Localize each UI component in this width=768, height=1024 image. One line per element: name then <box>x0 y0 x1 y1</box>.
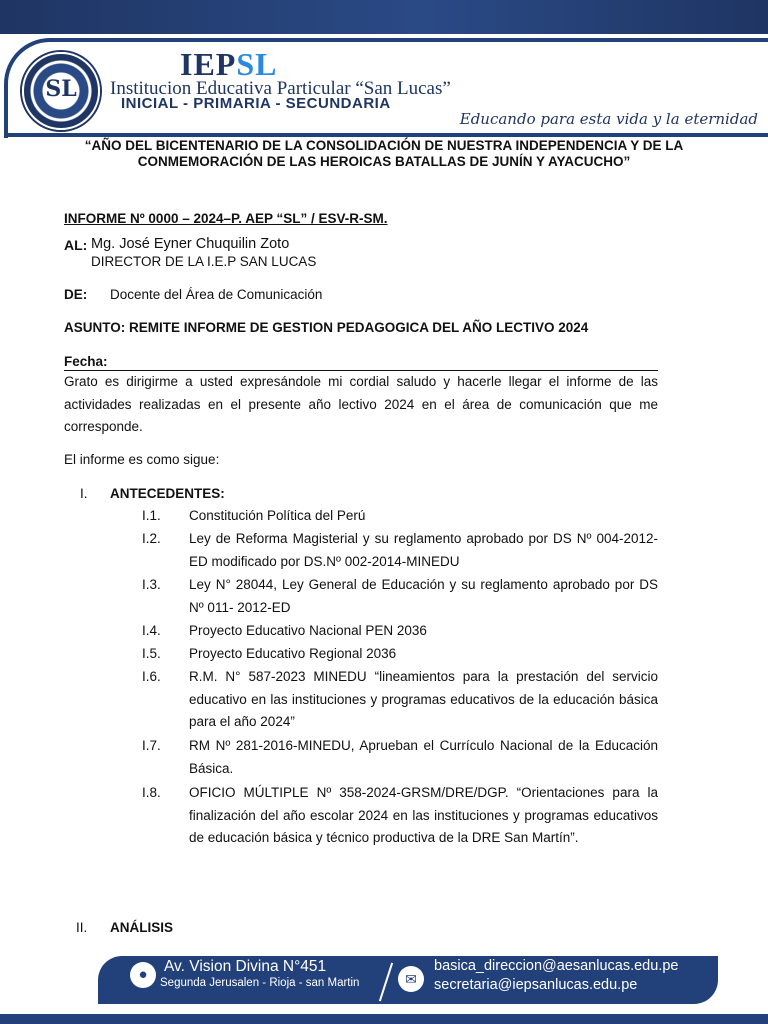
footer-email-direccion: basica_direccion@aesanlucas.edu.pe <box>434 958 679 974</box>
year-title-line1: “AÑO DEL BICENTENARIO DE LA CONSOLIDACIÓN DE NUESTRA INDEPENDENCIA Y DE LA <box>84 138 684 153</box>
informe-number: INFORME Nº 0000 – 2024–P. AEP “SL” / ESV-R-SM. <box>64 211 388 226</box>
list-item-number: I.3. <box>142 577 161 592</box>
intro-paragraph: Grato es dirigirme a usted expresándole mi cordial saludo y hacerle llegar el informe de las actividades realizadas en el presente año lectivo 2024 en el área de comunicación que me corresponde. <box>64 374 658 434</box>
list-item-number: I.5. <box>142 646 161 661</box>
list-item-number: I.1. <box>142 508 161 523</box>
school-seal-logo <box>22 52 100 130</box>
de-label: DE: <box>64 287 88 302</box>
letterhead-footer <box>0 944 768 1024</box>
brand-part1: IEP <box>180 46 237 82</box>
sigue-text: El informe es como sigue: <box>64 452 220 467</box>
letterhead-underline <box>4 133 768 137</box>
list-item-text: Constitución Política del Perú <box>189 508 366 523</box>
brand-part2: SL <box>236 46 278 82</box>
list-item-text: OFICIO MÚLTIPLE Nº 358-2024-GRSM/DRE/DGP. “Orientaciones para la finalización del año escolar 2024 en las instituciones y programas educativos de educación básica y técnico productiva de la DRE San Martín”. <box>189 785 658 845</box>
fecha-label: Fecha: <box>64 354 108 369</box>
section2-number: II. <box>76 920 88 935</box>
footer-email-secretaria: secretaria@iepsanlucas.edu.pe <box>434 977 638 993</box>
section1-title: ANTECEDENTES: <box>110 486 225 501</box>
mail-icon: ✉ <box>398 966 424 992</box>
footer-address: Av. Vision Divina N°451 <box>164 958 327 975</box>
school-motto: Educando para esta vida y la eternidad <box>459 110 758 128</box>
list-item-number: I.4. <box>142 623 161 638</box>
header-top-band <box>0 0 768 34</box>
location-pin-icon: ● <box>130 962 156 988</box>
section2-title: ANÁLISIS <box>110 920 174 935</box>
seal-monogram: SL <box>45 76 77 102</box>
al-role: DIRECTOR DE LA I.E.P SAN LUCAS <box>91 254 317 269</box>
list-item-number: I.8. <box>142 785 161 800</box>
year-title-line2: CONMEMORACIÓN DE LAS HEROICAS BATALLAS DE JUNÍN Y AYACUCHO” <box>137 154 631 169</box>
list-item-text: Ley de Reforma Magisterial y su reglamento aprobado por DS Nº 004-2012-ED modificado por DS.Nº 002-2014-MINEDU <box>189 531 658 569</box>
footer-address-line2: Segunda Jerusalen - Rioja - san Martin <box>160 977 360 989</box>
school-levels: INICIAL - PRIMARIA - SECUNDARIA <box>121 95 391 112</box>
asunto: ASUNTO: REMITE INFORME DE GESTION PEDAGOGICA DEL AÑO LECTIVO 2024 <box>64 320 589 335</box>
list-item-number: I.6. <box>142 669 161 684</box>
list-item-text: Proyecto Educativo Nacional PEN 2036 <box>189 623 427 638</box>
section1-number: I. <box>80 486 88 501</box>
list-item-text: Ley N° 28044, Ley General de Educación y su reglamento aprobado por DS Nº 011- 2012-ED <box>189 577 658 615</box>
year-title <box>60 138 708 170</box>
al-label: AL: <box>64 237 88 253</box>
list-item-text: RM Nº 281-2016-MINEDU, Aprueban el Currículo Nacional de la Educación Básica. <box>189 738 658 776</box>
al-name: Mg. José Eyner Chuquilin Zoto <box>91 236 290 252</box>
list-item-text: R.M. N° 587-2023 MINEDU “lineamientos para la prestación del servicio educativo en las instituciones y programas educativos de la educación básica para el año 2024” <box>189 669 658 729</box>
list-item-number: I.7. <box>142 738 161 753</box>
list-item-text: Proyecto Educativo Regional 2036 <box>189 646 397 661</box>
de-value: Docente del Área de Comunicación <box>110 287 323 302</box>
school-name: Institucion Educativa Particular “San Lucas” <box>110 78 451 99</box>
footer-bottom-band <box>0 1014 768 1024</box>
list-item-number: I.2. <box>142 531 161 546</box>
